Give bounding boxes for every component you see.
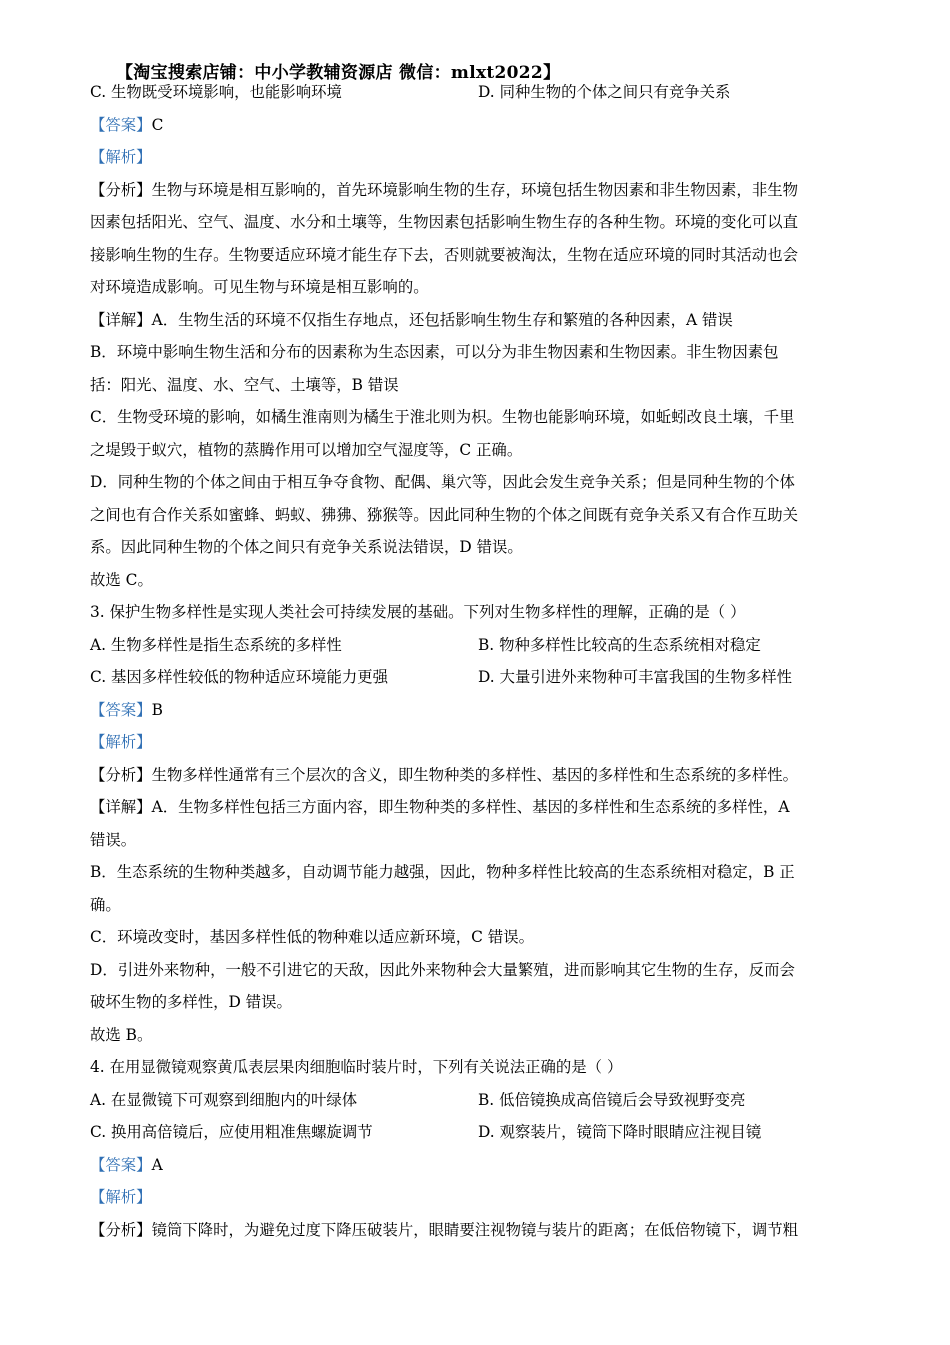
q3-detail-d: 破坏生物的多样性，D 错误。 [90,993,292,1011]
fenxi-tag: 【分析】 [90,1221,152,1239]
xiangjie-tag: 【详解】 [90,798,152,816]
q3-option-d: D. 大量引进外来物种可丰富我国的生物多样性 [478,668,792,686]
q2-answer-line [90,114,860,136]
q3-detail-b: 确。 [90,896,121,914]
analysis-tag: 【解析】 [90,733,152,751]
q2-fenxi-line [90,179,860,201]
q2-detail-d: 系。因此同种生物的个体之间只有竞争关系说法错误，D 错误。 [90,538,523,556]
q2-analysis-line [90,146,860,168]
analysis-tag: 【解析】 [90,148,152,166]
q2-fenxi-text: 因素包括阳光、空气、温度、水分和土壤等，生物因素包括影响生物生存的各种生物。环境的变化可以直 [90,213,798,231]
q4-answer: A [151,1156,163,1174]
q4-answer-line [90,1154,860,1176]
q3-detail-b: B．生态系统的生物种类越多，自动调节能力越强，因此，物种多样性比较高的生态系统相对稳定，B 正 [90,863,795,881]
q4-fenxi-text: 镜筒下降时，为避免过度下降压破装片，眼睛要注视物镜与装片的距离；在低倍物镜下，调节粗 [151,1221,798,1239]
q3-analysis-line [90,731,860,753]
q4-option-d: D. 观察装片，镜筒下降时眼睛应注视目镜 [478,1123,762,1141]
q4-analysis-line [90,1186,860,1208]
fenxi-tag: 【分析】 [90,181,152,199]
q3-option-b: B. 物种多样性比较高的生态系统相对稳定 [478,636,761,654]
q2-fenxi-text: 对环境造成影响。可见生物与环境是相互影响的。 [90,278,429,296]
q2-detail-b: 括：阳光、温度、水、空气、土壤等，B 错误 [90,376,399,394]
answer-tag: 【答案】 [90,701,152,719]
q2-fenxi-text: 接影响生物的生存。生物要适应环境才能生存下去，否则就要被淘汰，生物在适应环境的同时其活动也会 [90,246,798,264]
q4-option-a: A. 在显微镜下可观察到细胞内的叶绿体 [90,1091,358,1109]
q3-detail-a-line [90,796,860,818]
q2-detail-c: C．生物受环境的影响，如橘生淮南则为橘生于淮北则为枳。生物也能影响环境，如蚯蚓改良土壤，千里 [90,408,795,426]
q2-detail-d: D．同种生物的个体之间由于相互争夺食物、配偶、巢穴等，因此会发生竞争关系；但是同种生物的个体 [90,473,795,491]
q3-fenxi-text: 生物多样性通常有三个层次的含义，即生物种类的多样性、基因的多样性和生态系统的多样性。 [151,766,798,784]
q2-detail-c: 之堤毁于蚁穴，植物的蒸腾作用可以增加空气湿度等，C 正确。 [90,441,523,459]
q3-stem: 3. 保护生物多样性是实现人类社会可持续发展的基础。下列对生物多样性的理解，正确的是（ ） [90,603,746,621]
q2-answer: C [151,116,164,134]
xiangjie-tag: 【详解】 [90,311,152,329]
q4-stem: 4. 在用显微镜观察黄瓜表层果肉细胞临时装片时，下列有关说法正确的是（ ） [90,1058,623,1076]
q3-fenxi-line [90,764,860,786]
q4-fenxi-line [90,1219,860,1241]
answer-tag: 【答案】 [90,116,152,134]
q4-option-b: B. 低倍镜换成高倍镜后会导致视野变亮 [478,1091,746,1109]
q3-option-c: C. 基因多样性较低的物种适应环境能力更强 [90,668,389,686]
q3-detail-c: C．环境改变时，基因多样性低的物种难以适应新环境，C 错误。 [90,928,534,946]
fenxi-tag: 【分析】 [90,766,152,784]
q3-detail-a-cont: 错误。 [90,831,137,849]
q2-detail-d: 之间也有合作关系如蜜蜂、蚂蚁、狒狒、猕猴等。因此同种生物的个体之间既有竞争关系又有合作互助关 [90,506,798,524]
q3-detail-a: A．生物多样性包括三方面内容，即生物种类的多样性、基因的多样性和生态系统的多样性，A [151,798,790,816]
q2-detail-a-line [90,309,860,331]
q2-fenxi-text: 生物与环境是相互影响的，首先环境影响生物的生存，环境包括生物因素和非生物因素，非生物 [151,181,798,199]
q4-option-c: C. 换用高倍镜后，应使用粗准焦螺旋调节 [90,1123,373,1141]
q3-conclusion: 故选 B。 [90,1026,153,1044]
q2-conclusion: 故选 C。 [90,571,153,589]
q2-option-c: C. 生物既受环境影响，也能影响环境 [90,83,342,101]
answer-tag: 【答案】 [90,1156,152,1174]
q3-answer-line [90,699,860,721]
q3-detail-d: D．引进外来物种，一般不引进它的天敌，因此外来物种会大量繁殖，进而影响其它生物的生存，反而会 [90,961,795,979]
analysis-tag: 【解析】 [90,1188,152,1206]
q2-option-d: D. 同种生物的个体之间只有竞争关系 [478,83,731,101]
q2-detail-a: A．生物生活的环境不仅指生存地点，还包括影响生物生存和繁殖的各种因素，A 错误 [151,311,733,329]
q3-answer: B [151,701,163,719]
q2-detail-b: B．环境中影响生物生活和分布的因素称为生态因素，可以分为非生物因素和生物因素。非生物因素包 [90,343,779,361]
store-header: 【淘宝搜索店铺：中小学教辅资源店 微信：mlxt2022】 [116,63,561,83]
q3-option-a: A. 生物多样性是指生态系统的多样性 [90,636,342,654]
